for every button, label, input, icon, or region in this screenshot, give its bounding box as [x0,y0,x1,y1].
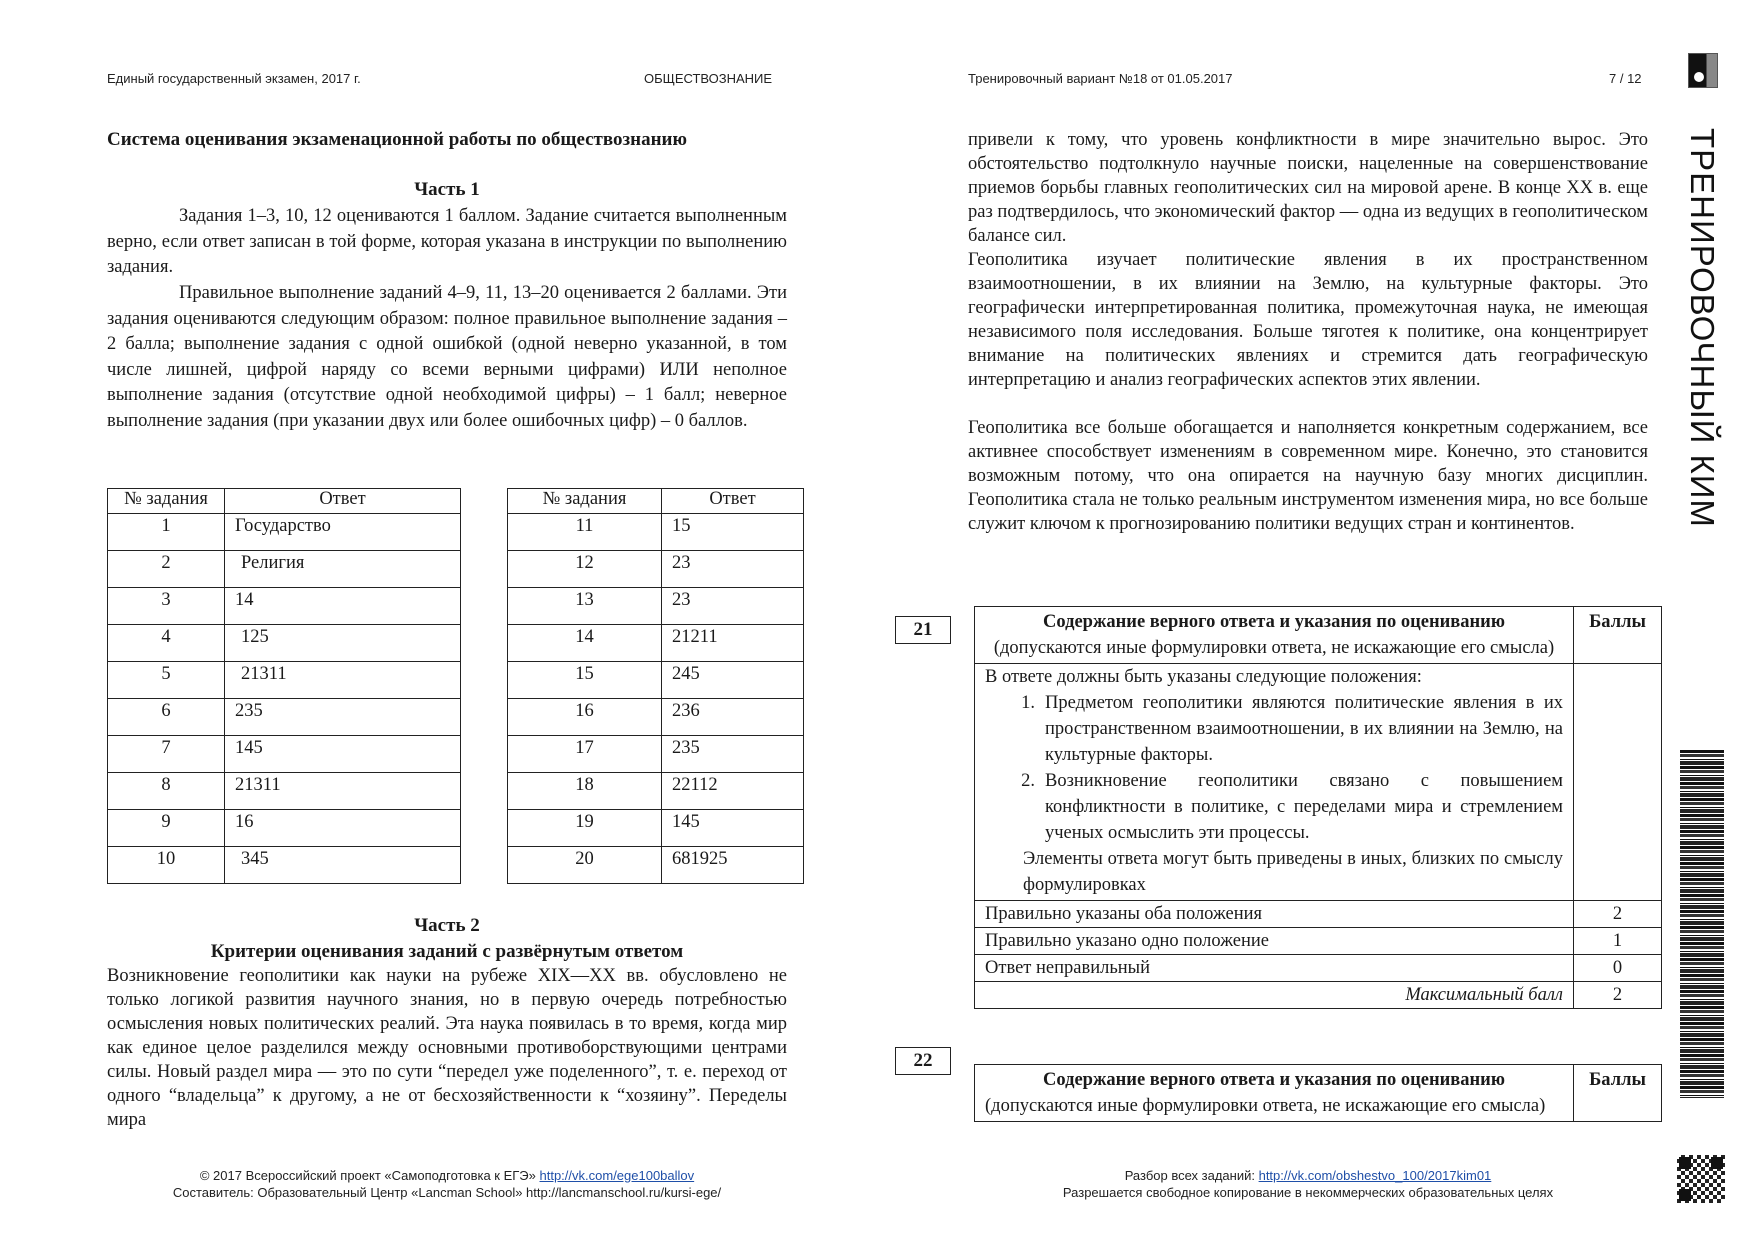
table-row [108,514,461,551]
task-answer: 125 [225,625,461,662]
footer-review-link[interactable]: http://vk.com/obshestvo_100/2017kim01 [1258,1168,1492,1183]
table-row [508,699,804,736]
task-number: 8 [108,773,225,810]
task-number: 17 [508,736,662,773]
criteria-item: 2. Возникновение геополитики связано с повышением конфликтности в политике, с переделами мира и стремлением ученых осмыслить эти процессы. [1021,771,1563,843]
task-number: 18 [508,773,662,810]
right-paragraph-3: Геополитика все больше обогащается и наполняется конкретным содержанием, все активнее способствует изменениям в современном мире. Конечно, это становится возможным потому, что она опирается на научную базу многих дисциплин. Геополитика стала не только реальным инструментом изменения мира, но все больше служит ключом к прогнозированию политики ведущих стран и континентов. [968,418,1648,534]
table-row [108,551,461,588]
task-answer: 235 [662,736,804,773]
vertical-watermark-label: ТРЕНИРОВОЧНЫЙ КИМ [1684,128,1721,528]
exam-logo-icon [1688,53,1718,88]
question-number-21: 21 [895,616,951,644]
points-header: Баллы [1574,607,1662,664]
barcode-icon [1680,750,1724,1098]
table-row [508,662,804,699]
task-number: 2 [108,551,225,588]
criteria-note: Элементы ответа могут быть приведены в иных, близких по смыслу формулировках [1023,849,1563,895]
score-points: 2 [1574,901,1662,928]
criteria-table-22 [974,1064,1662,1122]
task-answer: 145 [662,810,804,847]
task-number: 3 [108,588,225,625]
score-row [975,928,1662,955]
table-row [108,588,461,625]
table-row [508,847,804,884]
max-score-label: Максимальный балл [975,982,1574,1009]
score-label: Правильно указаны оба положения [975,901,1574,928]
footer-copy-permission: Разрешается свободное копирование в некоммерческих образовательных целях [1062,1185,1554,1200]
score-label: Правильно указано одно положение [975,928,1574,955]
task-number: 11 [508,514,662,551]
table-row [108,625,461,662]
qr-code-icon[interactable] [1677,1155,1725,1203]
task-number: 5 [108,662,225,699]
table-row [508,514,804,551]
points-header: Баллы [1574,1065,1662,1122]
task-answer: 235 [225,699,461,736]
task-answer: 15 [662,514,804,551]
task-answer: 245 [662,662,804,699]
task-number: 14 [508,625,662,662]
task-answer: 21211 [662,625,804,662]
table-row [108,810,461,847]
task-number: 16 [508,699,662,736]
table-row [108,847,461,884]
task-answer: 345 [225,847,461,884]
criteria-item: 1. Предметом геополитики являются политические явления в их пространственном взаимоотношении, в их влиянии на Землю, на культурные факторы. [1021,693,1563,765]
header-subject: ОБЩЕСТВОЗНАНИЕ [644,71,773,86]
page-title: Система оценивания экзаменационной работы по обществознанию [107,129,688,150]
part2-heading: Часть 2 [414,915,480,936]
task-answer: 145 [225,736,461,773]
criteria-header: Содержание верного ответа и указания по оцениванию [1043,1070,1505,1090]
table-row [508,773,804,810]
part2-subheading: Критерии оценивания заданий с развёрнутым ответом [210,941,684,962]
part1-paragraph-1: Задания 1–3, 10, 12 оцениваются 1 баллом. Задание считается выполненным верно, если ответ записан в той форме, которая указана в инструкции по выполнению задания. [107,206,787,277]
table-row [508,551,804,588]
task-answer: 21311 [225,773,461,810]
criteria-header-note: (допускаются иные формулировки ответа, не искажающие его смысла) [985,1096,1546,1116]
footer-review-label: Разбор всех заданий: [1124,1168,1259,1183]
task-number: 20 [508,847,662,884]
table-row [108,736,461,773]
task-answer: 23 [662,551,804,588]
criteria-intro: В ответе должны быть указаны следующие положения: [985,667,1422,687]
part2-text: Возникновение геополитики как науки на рубеже XIX—XX вв. обусловлено не только логикой развития научного знания, но в первую очередь потребностью осмысления новых политических реалий. Эта наука появилась в то время, когда мир как единое целое разделился между основными противоборствующими центрами силы. Новый раздел мира — это по сути “передел уже поделенного”, т. е. переход от одного “владельца” к другому, а не от бесхозяйственности к “хозяину”. Переделы мира [107,966,787,1130]
task-answer: 681925 [662,847,804,884]
task-number: 15 [508,662,662,699]
table-row [508,588,804,625]
task-answer: 16 [225,810,461,847]
header-variant: Тренировочный вариант №18 от 01.05.2017 [968,71,1233,86]
criteria-header: Содержание верного ответа и указания по оцениванию [1043,612,1505,632]
score-points: 1 [1574,928,1662,955]
table-row [108,773,461,810]
right-paragraph-2: Геополитика изучает политические явления в их пространственном взаимоотношении, в их влиянии на Землю, на культурные факторы. Это географически интерпретированная политика, промежуточная наука, не имеющая независимого поля исследования. Больше тяготея к политике, она концентрирует внимание на политических явлениях и стремится дать географическую интерпретацию и анализ географических аспектов этих явлении. [968,250,1648,390]
table-row [508,625,804,662]
task-answer: Государство [225,514,461,551]
table-row [508,810,804,847]
footer-left [107,1167,787,1201]
column-header-answer: Ответ [662,489,804,514]
column-header-task-number: № задания [108,489,225,514]
score-row [975,901,1662,928]
max-score-points: 2 [1574,982,1662,1009]
task-number: 10 [108,847,225,884]
score-row [975,955,1662,982]
footer-copyright: © 2017 Всероссийский проект «Самоподготовка к ЕГЭ» [199,1168,540,1183]
column-header-task-number: № задания [508,489,662,514]
column-header-answer: Ответ [225,489,461,514]
task-number: 13 [508,588,662,625]
answers-table-left [107,488,461,884]
score-points: 0 [1574,955,1662,982]
question-number-22: 22 [895,1047,951,1075]
footer-vk-link[interactable]: http://vk.com/ege100ballov [539,1168,695,1183]
task-answer: 23 [662,588,804,625]
task-answer: Религия [225,551,461,588]
score-label: Ответ неправильный [975,955,1574,982]
header-page-number: 7 / 12 [1609,71,1642,86]
criteria-table-21 [974,606,1662,1009]
task-number: 4 [108,625,225,662]
footer-author: Составитель: Образовательный Центр «Lancman School» http://lancmanschool.ru/kursi-ege/ [172,1185,722,1200]
task-answer: 22112 [662,773,804,810]
footer-right [968,1167,1648,1201]
task-answer: 21311 [225,662,461,699]
task-number: 12 [508,551,662,588]
task-number: 6 [108,699,225,736]
part1-paragraph-2: Правильное выполнение заданий 4–9, 11, 13–20 оценивается 2 баллами. Эти задания оцениваются следующим образом: полное правильное выполнение задания – 2 балла; выполнение задания с одной ошибкой (одной неверно указанной, в том числе лишней, цифрой наряду со всеми верными цифрами) ИЛИ неполное выполнение задания (отсутствие одной необходимой цифры) – 1 балл; неверное выполнение задания (при указании двух или более ошибочных цифр) – 0 баллов. [107,283,787,431]
task-number: 7 [108,736,225,773]
task-answer: 236 [662,699,804,736]
task-number: 19 [508,810,662,847]
table-row [108,662,461,699]
task-number: 9 [108,810,225,847]
task-answer: 14 [225,588,461,625]
header-exam-title: Единый государственный экзамен, 2017 г. [107,71,361,86]
task-number: 1 [108,514,225,551]
table-row [108,699,461,736]
table-row [508,736,804,773]
part1-heading: Часть 1 [414,179,480,200]
answers-table-right [507,488,804,884]
max-score-row [975,982,1662,1009]
right-paragraph-1: привели к тому, что уровень конфликтности в мире значительно вырос. Это обстоятельство подтолкнуло научные поиски, нацеленные на совершенствование приемов борьбы главных геополитических сил на мировой арене. В конце XX в. еще раз подтвердилось, что экономический фактор — одна из ведущих в геополитическом балансе сил. [968,130,1648,246]
criteria-header-note: (допускаются иные формулировки ответа, не искажающие его смысла) [993,638,1555,658]
